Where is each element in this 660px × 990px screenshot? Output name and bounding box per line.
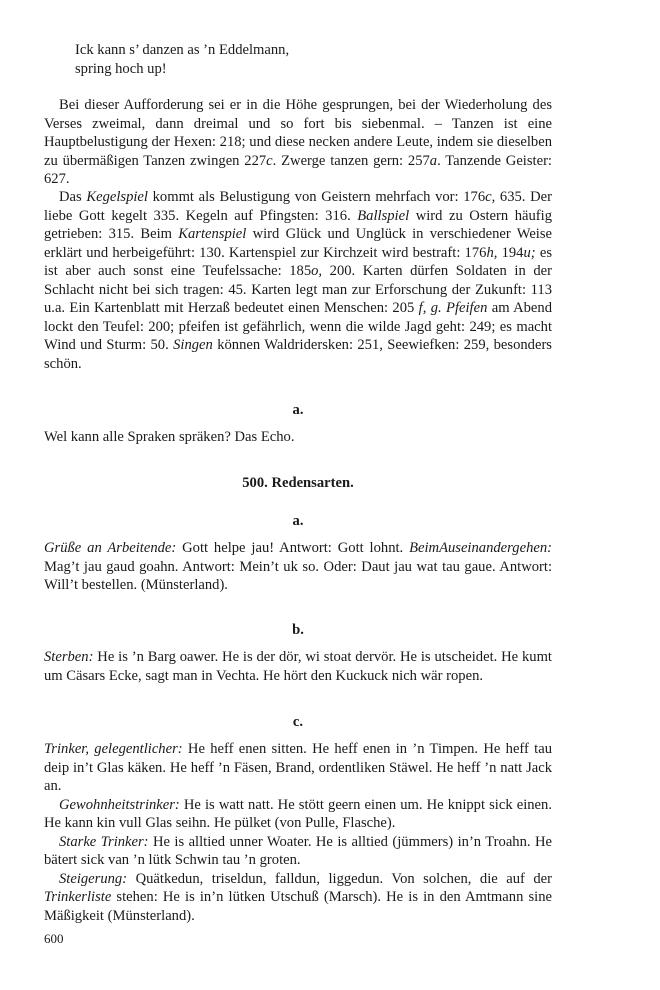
text-run: . Tanzende Geister: 627. <box>44 152 552 187</box>
text-run: stehen: He is in’n lütken Utschuß (Marsch). He is in den Amtmann sine Mäßigkeit (Münsterland). <box>44 889 552 924</box>
text-run: Quätkedun, triseldun, falldun, liggedun. Von solchen, die auf der <box>127 870 552 887</box>
rich-paragraph <box>44 796 552 833</box>
rich-paragraph <box>44 188 552 373</box>
text-run: 635. Der liebe Gott kegelt 335. Kegeln auf Pfingsten: 316. <box>44 189 552 224</box>
text-run: können Waldridersken: 251, Seewiefken: 259, besonders schön. <box>44 337 552 372</box>
verse-block <box>75 41 289 79</box>
text-run: am Abend lockt den Teufel: 200; pfeifen ist gefährlich, wenn die wilde Jagd geht: 249; es macht Wind und Sturm: 50. <box>44 300 553 353</box>
section-title: 500. Redensarten. <box>242 475 354 491</box>
italic-run: h, <box>486 244 498 261</box>
text-run: Bei dieser Aufforderung sei er in die Höhe gesprungen, bei der Wiederholung des Verses zweimal, dann dreimal und so fort bis siebenmal. – Tanzen ist eine Hauptbelustigung der Hexen: 218; und diese necken andere Leute, indem sie dieselben zu übermäßigen Tanzen zwingen 227 <box>44 97 552 169</box>
subheading-c: c. <box>292 714 304 730</box>
echo-text: Wel kann alle Spraken spräken? Das Echo. <box>44 429 295 445</box>
italic-run: Trinkerliste <box>44 889 112 905</box>
italic-run: Gewohnheitstrinker: <box>59 796 180 813</box>
subheading-a-echo: a. <box>292 402 304 418</box>
verse-line-2: spring hoch up! <box>75 61 167 77</box>
paragraph-sterben <box>44 648 552 685</box>
italic-run: Sterben: <box>44 649 94 665</box>
italic-run: c <box>266 152 273 169</box>
text-run: Mag’t jau gaud goahn. Antwort: Mein’t uk so. Oder: Daut jau wat tau gaue. Antwort: Will’t bestellen. (Münsterland). <box>44 558 552 593</box>
text-run: . Zwerge tanzen gern: 257 <box>272 152 430 169</box>
text-run: wird Glück und Unglück in verschiedener Weise erklärt und herbeigeführt: 130. Kartenspiel zur Kirchzeit wird bestraft: 176 <box>44 226 553 261</box>
text-run: kommt als Belustigung von Geistern mehrfach vor: 176 <box>147 189 486 205</box>
italic-run: Kegelspiel <box>86 189 148 205</box>
italic-run: Kartenspiel <box>178 226 247 242</box>
subheading-a: a. <box>292 513 304 529</box>
text-run: He is alltied unner Woater. He is alltied (jümmers) in’n Troahn. He bätert sick van ’n lütk Schwin tau ’n groten. <box>44 833 552 868</box>
text-run: es ist aber auch sonst eine Teufelssache: 185 <box>44 244 552 279</box>
italic-run: Steigerung: <box>59 870 128 887</box>
italic-run: c, <box>485 189 496 205</box>
paragraph-tanzen <box>44 96 552 189</box>
text-run: Gott helpe jau! Antwort: Gott lohnt. <box>176 540 410 556</box>
text-run: He heff enen sitten. He heff enen in ’n Timpen. He heff tau deip in’t Glas käken. He heff ’n Fäsen, Brand, ordentliken Stäwel. He heff ’n natt Jack an. <box>44 741 552 794</box>
italic-run: Trinker, gelegentlicher: <box>44 741 183 757</box>
italic-run: Grüße an Arbeitende: <box>44 540 177 556</box>
text-run: wird zu Ostern häufig getrieben: 315. Beim <box>44 207 552 242</box>
italic-run: f, g. <box>418 300 442 316</box>
text-run: 200. Karten dürfen Soldaten in der Schlacht nicht bei sich tragen: 45. Karten legt man zur Erforschung der Zukunft: 113 u.a. Ein Kartenblatt mit Herzaß bedeutet einen Menschen: 205 <box>44 263 552 316</box>
text-run: He is ’n Barg oawer. He is der dör, wi stoat dervör. He is utscheidet. He kumt um Cäsars Ecke, sagt man in Vechta. He hört den Kuckuck nich wär ropen. <box>44 649 552 684</box>
text-run: He is watt natt. He stött geern einen um. He knippt sick einen. He kann kin vull Glas seihn. He pülket (von Pulle, Flasche). <box>44 796 552 831</box>
paragraph-gruesse <box>44 539 552 595</box>
italic-run: Starke Trinker: <box>59 833 149 850</box>
italic-run: a <box>429 152 438 169</box>
paragraph-trinker <box>44 740 552 925</box>
italic-run: Ballspiel <box>357 207 410 224</box>
subheading-b: b. <box>292 622 304 638</box>
italic-run: BeimAuseinandergehen: <box>409 540 552 556</box>
page-number: 600 <box>44 931 64 946</box>
rich-paragraph <box>44 740 552 796</box>
italic-run: o, <box>311 263 323 279</box>
text-run: 194 <box>497 244 524 261</box>
italic-run: u; <box>523 244 536 261</box>
italic-run: Singen <box>173 337 213 353</box>
rich-paragraph <box>44 833 552 870</box>
rich-paragraph <box>44 96 552 189</box>
rich-paragraph <box>44 648 552 685</box>
paragraph-echo <box>44 428 552 447</box>
rich-paragraph <box>44 870 552 926</box>
italic-run: Pfeifen <box>446 300 488 316</box>
text-run: Das <box>59 189 87 205</box>
paragraph-spiele <box>44 188 552 373</box>
verse-line-1: Ick kann s’ danzen as ’n Eddelmann, <box>75 42 290 58</box>
rich-paragraph <box>44 539 552 595</box>
